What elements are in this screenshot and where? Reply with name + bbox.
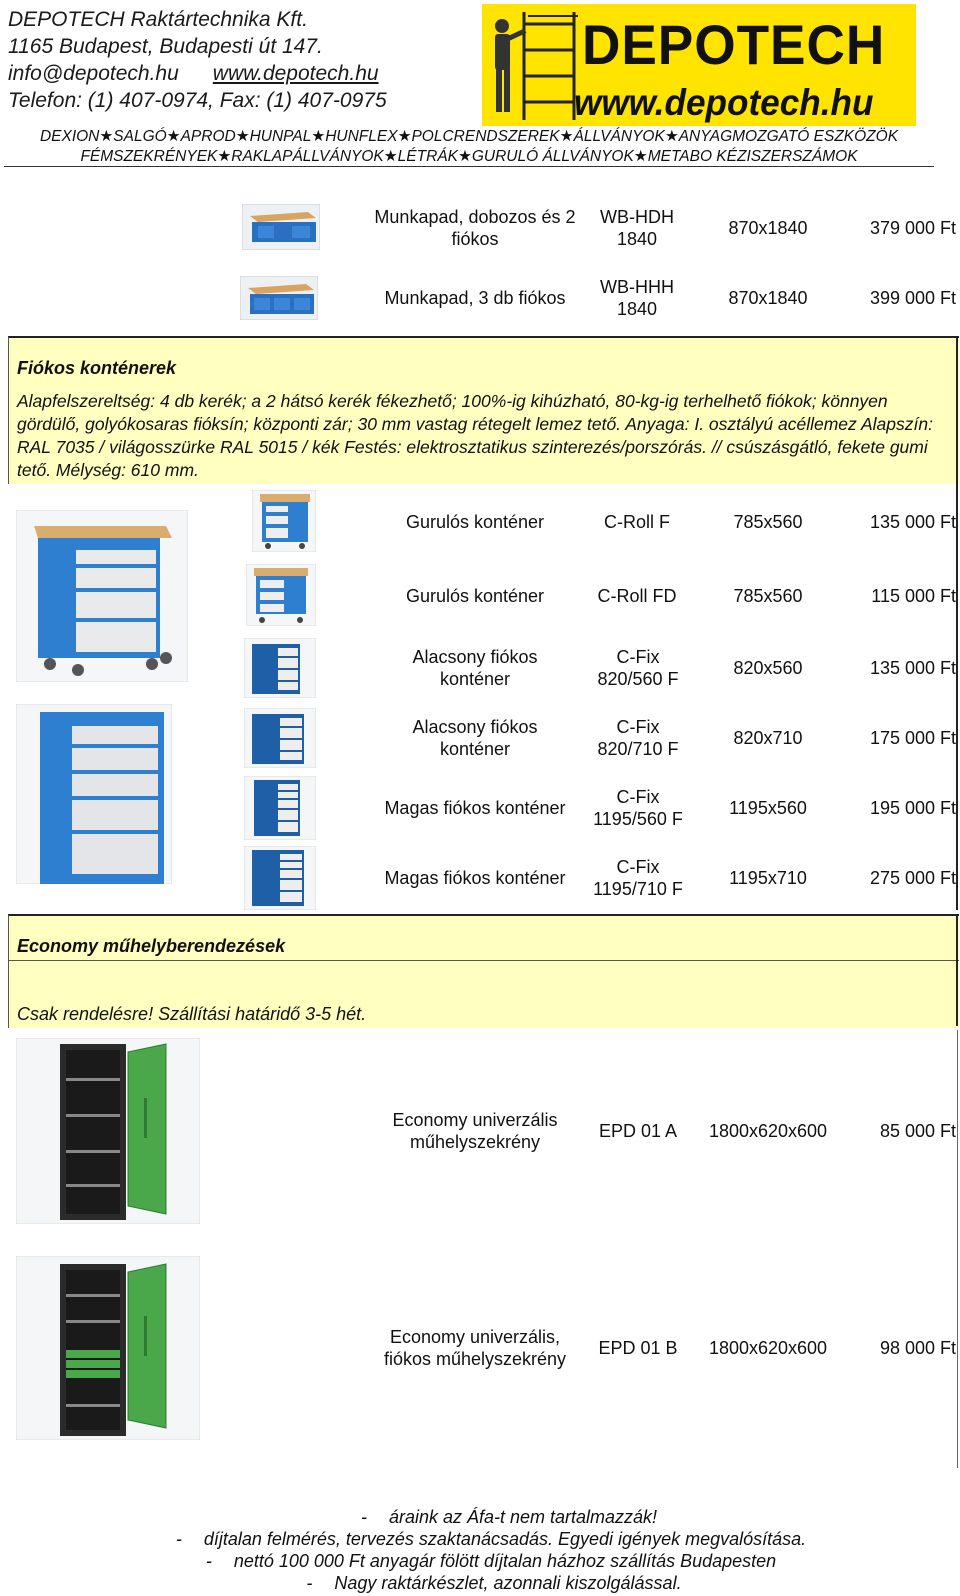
- workbench-icon: [242, 204, 320, 250]
- product-code: WB-HHH 1840: [600, 277, 674, 319]
- product-price: 275 000 Ft: [869, 868, 956, 888]
- company-header: [8, 6, 387, 114]
- rolling-container-icon: [252, 490, 316, 552]
- container-row: [0, 706, 960, 770]
- section-description: Alapfelszereltség: 4 db kerék; a 2 hátsó kerék fékezhető; 100%-ig kihúzható, 80-kg-ig terhelhető fiókok; könnyen gördülő, golyókosaras fióksín; központi zár; 30 mm vastag rétegelt lemez tető. Anyaga: I. osztályú acéllemez Alapszín: RAL 7035 / világosszürke RAL 5015 / kék Festés: elektrosztatikus szinterezés/porszórás. // csúszásgátló, fekete gumi tető. Mélység: 610 mm.: [17, 391, 933, 480]
- workbench-icon: [240, 276, 318, 320]
- product-size: 820x710: [733, 728, 803, 748]
- product-price: 399 000 Ft: [869, 288, 956, 308]
- economy-row: [0, 1256, 960, 1440]
- product-code: WB-HDH 1840: [600, 207, 674, 249]
- depotech-logo[interactable]: [482, 4, 916, 126]
- footer-notes: [0, 1506, 960, 1594]
- drawer-cabinet-photo: [16, 1256, 200, 1440]
- container-row: [0, 564, 960, 628]
- product-size: 870x1840: [728, 218, 808, 238]
- product-size: 1195x560: [729, 798, 807, 818]
- contact-line: [8, 60, 387, 87]
- product-price: 85 000 Ft: [879, 1121, 956, 1141]
- section-divider: [9, 960, 959, 961]
- product-code: C-Fix 820/710 F: [597, 717, 679, 759]
- logo-brand-text: DEPOTECH: [582, 13, 886, 76]
- product-code: EPD 01 B: [598, 1338, 678, 1358]
- container-row: [0, 846, 960, 910]
- containers-section-box: [8, 336, 959, 484]
- product-price: 175 000 Ft: [869, 728, 956, 748]
- product-price: 135 000 Ft: [869, 658, 956, 678]
- product-code: C-Roll FD: [597, 586, 677, 606]
- economy-section-box: [8, 914, 959, 1028]
- header-divider: [4, 166, 934, 167]
- product-size: 785x560: [733, 512, 803, 532]
- container-row: [0, 490, 960, 554]
- product-name: Economy univerzális, fiókos műhelyszekrény: [383, 1327, 567, 1369]
- footer-line: - nettó 100 000 Ft anyagár fölött díjtalan házhoz szállítás Budapesten: [205, 1551, 777, 1571]
- product-name: Alacsony fiókos konténer: [412, 717, 538, 759]
- product-name: Munkapad, 3 db fiókos: [384, 288, 566, 308]
- footer-line: - Nagy raktárkészlet, azonnali kiszolgálással.: [306, 1573, 682, 1593]
- section-title: Economy műhelyberendezések: [17, 936, 286, 956]
- product-code: EPD 01 A: [598, 1121, 678, 1141]
- section-note: Csak rendelésre! Szállítási határidő 3-5 hét.: [17, 1004, 367, 1024]
- product-name: Magas fiókos konténer: [384, 798, 566, 818]
- logo-url-text: www.depotech.hu: [574, 82, 874, 123]
- product-name: Gurulós konténer: [405, 512, 545, 532]
- product-name: Economy univerzális műhelyszekrény: [392, 1110, 558, 1152]
- economy-row: [0, 1038, 960, 1224]
- product-name: Alacsony fiókos konténer: [412, 647, 538, 689]
- workbench-row: [0, 198, 960, 258]
- tall-container-icon: [244, 846, 316, 910]
- product-price: 379 000 Ft: [869, 218, 956, 238]
- product-code: C-Fix 1195/560 F: [593, 787, 683, 829]
- container-row: [0, 776, 960, 840]
- workbench-row: [0, 268, 960, 328]
- product-size: 820x560: [733, 658, 803, 678]
- product-price: 195 000 Ft: [869, 798, 956, 818]
- product-price: 135 000 Ft: [869, 512, 956, 532]
- brand-line-2: FÉMSZEKRÉNYEK★RAKLAPÁLLVÁNYOK★LÉTRÁK★GURULÓ ÁLLVÁNYOK★METABO KÉZISZERSZÁMOK: [80, 148, 858, 165]
- product-name: Gurulós konténer: [405, 586, 545, 606]
- low-container-icon: [244, 708, 316, 768]
- product-code: C-Roll F: [604, 512, 670, 532]
- tall-container-icon: [244, 776, 316, 840]
- table-border-right: [956, 914, 958, 1026]
- product-price: 98 000 Ft: [879, 1338, 956, 1358]
- low-container-icon: [244, 638, 316, 698]
- section-title: Fiókos konténerek: [17, 358, 177, 378]
- container-row: [0, 636, 960, 700]
- website-link[interactable]: www.depotech.hu: [212, 62, 379, 85]
- product-code: C-Fix 820/560 F: [597, 647, 679, 689]
- product-size: 1800x620x600: [708, 1338, 828, 1358]
- product-size: 1195x710: [729, 868, 807, 888]
- product-name: Magas fiókos konténer: [384, 868, 566, 888]
- company-address: 1165 Budapest, Budapesti út 147.: [8, 35, 323, 58]
- footer-line: - áraink az Áfa-t nem tartalmazzák!: [360, 1507, 658, 1527]
- product-size: 785x560: [733, 586, 803, 606]
- product-code: C-Fix 1195/710 F: [593, 857, 683, 899]
- company-name: DEPOTECH Raktártechnika Kft.: [8, 8, 308, 31]
- rolling-container-icon: [246, 564, 316, 626]
- email-link[interactable]: info@depotech.hu: [8, 62, 179, 85]
- workshop-cabinet-photo: [16, 1038, 200, 1224]
- product-size: 1800x620x600: [708, 1121, 828, 1141]
- footer-line: - díjtalan felmérés, tervezés szaktanácsadás. Egyedi igények megvalósítása.: [175, 1529, 807, 1549]
- product-name: Munkapad, dobozos és 2 fiókos: [374, 207, 576, 249]
- brand-line-1: DEXION★SALGÓ★APROD★HUNPAL★HUNFLEX★POLCRENDSZEREK★ÁLLVÁNYOK★ANYAGMOZGATÓ ESZKÖZÖK: [39, 128, 899, 145]
- product-price: 115 000 Ft: [871, 586, 956, 606]
- phone-line: Telefon: (1) 407-0974, Fax: (1) 407-0975: [8, 89, 387, 112]
- shelving-worker-icon: [482, 4, 582, 126]
- product-size: 870x1840: [728, 288, 808, 308]
